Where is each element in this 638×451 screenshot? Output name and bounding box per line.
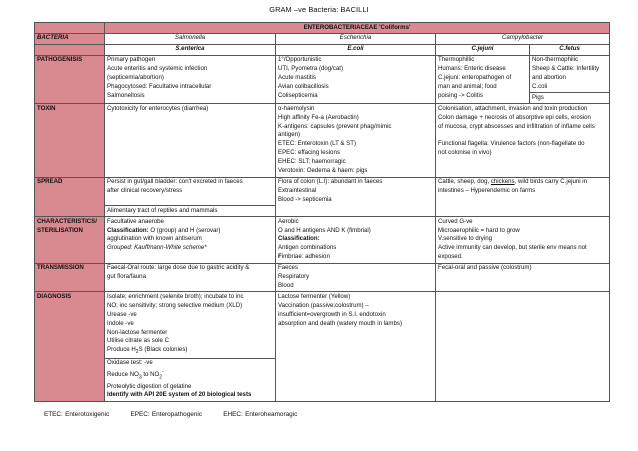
text-line: Extraintestinal (278, 186, 317, 194)
characteristics-salmonella: Facultative anaerobe Classification: O (group) and H (serovar) agglutination with known antiserum Grouped: Kauffmann-White scheme* (105, 217, 276, 264)
footer-etec: ETEC: Enterotoxigenic (44, 411, 110, 418)
diagnosis-row (35, 292, 610, 359)
text-line: K-antigens: capsules (prevent phag/mimic (278, 122, 392, 130)
text-line: after clinical recovery/stress (107, 186, 183, 194)
text-line: gut flora/fauna (107, 273, 146, 281)
text-line: Facultative anaerobe (107, 217, 164, 225)
text-line: α-haemolysin (278, 104, 315, 112)
text-line: man and animal; food (438, 82, 497, 90)
row-label-characteristics: CHARACTERISTICS/ STERILISATION (35, 217, 105, 264)
transmission-row (35, 263, 610, 292)
text-line: Urease -ve (107, 310, 137, 318)
text-line: EPEC: effacing lesions (278, 149, 340, 157)
text-line: Verotoxin: Oedema & haem: pigs (278, 167, 368, 175)
toxin-ecoli (276, 104, 436, 177)
text-line: Acute enteritis and systemic infection (107, 65, 208, 73)
text-line: Salmonellosis (107, 91, 145, 99)
pathogenesis-pigs: Pigs (530, 93, 610, 104)
text-line: Aerobic (278, 217, 299, 225)
row-label-spread: SPREAD (35, 177, 105, 217)
row-label-bacteria: BACTERIA (35, 33, 105, 44)
text-line: O and H antigens AND K (fimbrial) (278, 226, 371, 234)
text-line: ETEC: Enterotoxin (LT & ST) (278, 140, 357, 148)
text-line: Indole -ve (107, 319, 134, 327)
text-line: Colisepticemia (278, 91, 318, 99)
pathogenesis-row (35, 55, 610, 93)
row-label-toxin: TOXIN (35, 104, 105, 177)
diagnosis-campylobacter (436, 292, 610, 401)
text-line: Persist in gut/gall bladder: con't excreted in faeces (107, 178, 243, 185)
text-line: Acute mastitis (278, 74, 316, 82)
transmission-ecoli (276, 263, 436, 292)
footer-epec: EPEC: Enteropathogenic (130, 411, 202, 418)
text-line: absorption and death (watery mouth in lambs) (278, 319, 402, 327)
text-line: Grouped: Kauffmann-White scheme* (107, 244, 207, 252)
pathogenesis-salmonella (105, 55, 276, 104)
row-label-diagnosis: DIAGNOSIS (35, 292, 105, 401)
text-line: Faeces (278, 264, 298, 272)
text-line: Lactose fermenter (Yellow) (278, 292, 351, 300)
text-line: UTI, Pyometra (dog/cat) (278, 65, 344, 73)
text-line: Flora of colon (L.I): abundant in faeces (278, 178, 383, 185)
text-line: poising -> Colitis (438, 91, 483, 99)
spread-salmonella-reservoir: Alimentary tract of reptiles and mammals (105, 206, 276, 217)
genus-campylobacter: Campylobacter (436, 33, 610, 44)
text-line: Thermophillic (438, 56, 475, 64)
text-line: Respiratory (278, 273, 310, 281)
diagnosis-salmonella: Isolate; enrichment (selenite broth); incubate to inc NO; inc sensitivity; strong selective medium (XLD) Urease -ve Indole -ve Non-lactose fermenter Utilise citrate as sole C Produce $H_2S$ (Black colonies) (105, 292, 276, 359)
characteristics-ecoli: Aerobic O and H antigens AND K (fimbrial) Classification: Antigen combinations Fimbriae: adhesion (276, 217, 436, 264)
genus-salmonella: Salmonella (105, 33, 276, 44)
abbreviation-footer (44, 411, 316, 418)
text-line: Avian colibacillosis (278, 82, 329, 90)
text-line: Active immunity can develop, but sterile env means not (438, 244, 587, 252)
transmission-salmonella (105, 263, 276, 292)
text-line: and abortion (532, 74, 566, 82)
text-line: (septicemia/abortion) (107, 74, 164, 82)
spread-salmonella (105, 177, 276, 206)
text-line: Oxidase test: -ve (107, 359, 153, 367)
transmission-campylobacter: Fecal-oral and passive (colostrum) (436, 263, 610, 292)
document-title: GRAM –ve Bacteria: BACILLI (269, 5, 369, 14)
species-e-coli: E.coli (276, 44, 436, 55)
text-line: Curved G-ve (438, 217, 473, 225)
text-line: Classification: (278, 235, 320, 243)
bacteria-table (34, 22, 610, 402)
characteristics-campylobacter (436, 217, 610, 264)
text-line: Faecal-Oral route: large dose due to gastric acidity & (107, 264, 250, 272)
text-line: agglutination with known antiserum (107, 235, 202, 243)
toxin-campylobacter (436, 104, 610, 177)
genus-escherichia: Escherichia (276, 33, 436, 44)
text-line: Blood -> septicemia (278, 195, 332, 203)
text-line: NO; inc sensitivity; strong selective medium (XLD) (107, 301, 243, 309)
family-header: ENTEROBACTERIACEAE 'Coliforms' (105, 23, 610, 34)
text-line: Phagocytosed: Facultative intracellular (107, 82, 212, 90)
text-line: Blood (278, 281, 294, 289)
spread-row (35, 177, 610, 206)
text-line: Humans: Enteric disease (438, 65, 506, 73)
text-line: Non-lactose fermenter (107, 328, 168, 336)
characteristics-row (35, 217, 610, 264)
species-c-jejuni: C.jejuni (436, 44, 530, 55)
row-label-transmission: TRANSMISSION (35, 263, 105, 292)
text-line: Colon damage + necrosis of absorptive epi cells, erosion (438, 113, 591, 121)
text-line: High affinity Fe-a (Aerobactin) (278, 113, 359, 121)
diagnosis-salmonella-biochem: Oxidase test: -ve Reduce $NO_3$ to $NO_2^-$ Proteolytic digestion of gelatine Identify with API 20E system of 20 biological tests (105, 358, 276, 401)
text-line: not colonise in vivo) (438, 149, 492, 157)
pathogenesis-ecoli (276, 55, 436, 104)
text-line: 1°/Opportunistic (278, 56, 322, 64)
family-header-row (35, 23, 610, 34)
c-coli-subheader: C.coli (532, 82, 548, 90)
species-row (35, 44, 610, 55)
text-line: Antigen combinations (278, 244, 337, 252)
text-line: antigen) (278, 131, 301, 139)
text-line: Sheep & Cattle: Infertility (532, 65, 600, 73)
toxin-salmonella: Cytotoxicity for enterocytes (diarrhea) (105, 104, 276, 177)
text-line: Proteolytic digestion of gelatine (107, 382, 192, 390)
spread-campylobacter: Cattle, sheep, dog, chickens, wild birds carry C.jejuni in intestines – Hyperendemic on farms (436, 177, 610, 217)
text-line: Primary pathogen (107, 56, 156, 64)
text-line: insufficient=overgrowth in S.I. endotoxin (278, 310, 386, 318)
pathogenesis-fetus (530, 55, 610, 93)
text-line: intestines – Hyperendemic on farms (438, 186, 536, 194)
toxin-row (35, 104, 610, 177)
pathogenesis-jejuni (436, 55, 530, 104)
text-line: C.jejuni: enteropathogen of (438, 74, 512, 82)
text-line: Vaccination (passive;colostrum) – (278, 301, 369, 309)
text-line: Functional flagella: Virulence factors (non-flagellate do (438, 140, 585, 148)
row-label-pathogenesis: PATHOGENISIS (35, 55, 105, 104)
chickens-underlined: chickens (490, 178, 515, 185)
text-line: Identify with API 20E system of 20 biological tests (107, 391, 252, 399)
text-line: Colonisation, attachment, invasion and toxin production (438, 104, 588, 112)
text-line: Utilise citrate as sole C (107, 337, 169, 345)
diagnosis-ecoli (276, 292, 436, 401)
spread-ecoli (276, 177, 436, 217)
text-line: exposed. (438, 253, 463, 261)
species-s-enterica: S.enterica (105, 44, 276, 55)
species-c-fetus: C.fetus (530, 44, 610, 55)
text-line: V.sensitive to drying (438, 235, 492, 243)
genus-row (35, 33, 610, 44)
text-line: Isolate; enrichment (selenite broth); incubate to inc (107, 292, 244, 300)
footer-ehec: EHEC: Enteroheamoragic (223, 411, 298, 418)
text-line: Microaerophilic = hard to grow (438, 226, 520, 234)
text-line: of mucosa, crypt abscesses and infiltration of inflame cells (438, 122, 595, 130)
text-line: Non-thermophilic (532, 56, 579, 64)
text-line: EHEC: SLT; haemorragic (278, 158, 346, 166)
